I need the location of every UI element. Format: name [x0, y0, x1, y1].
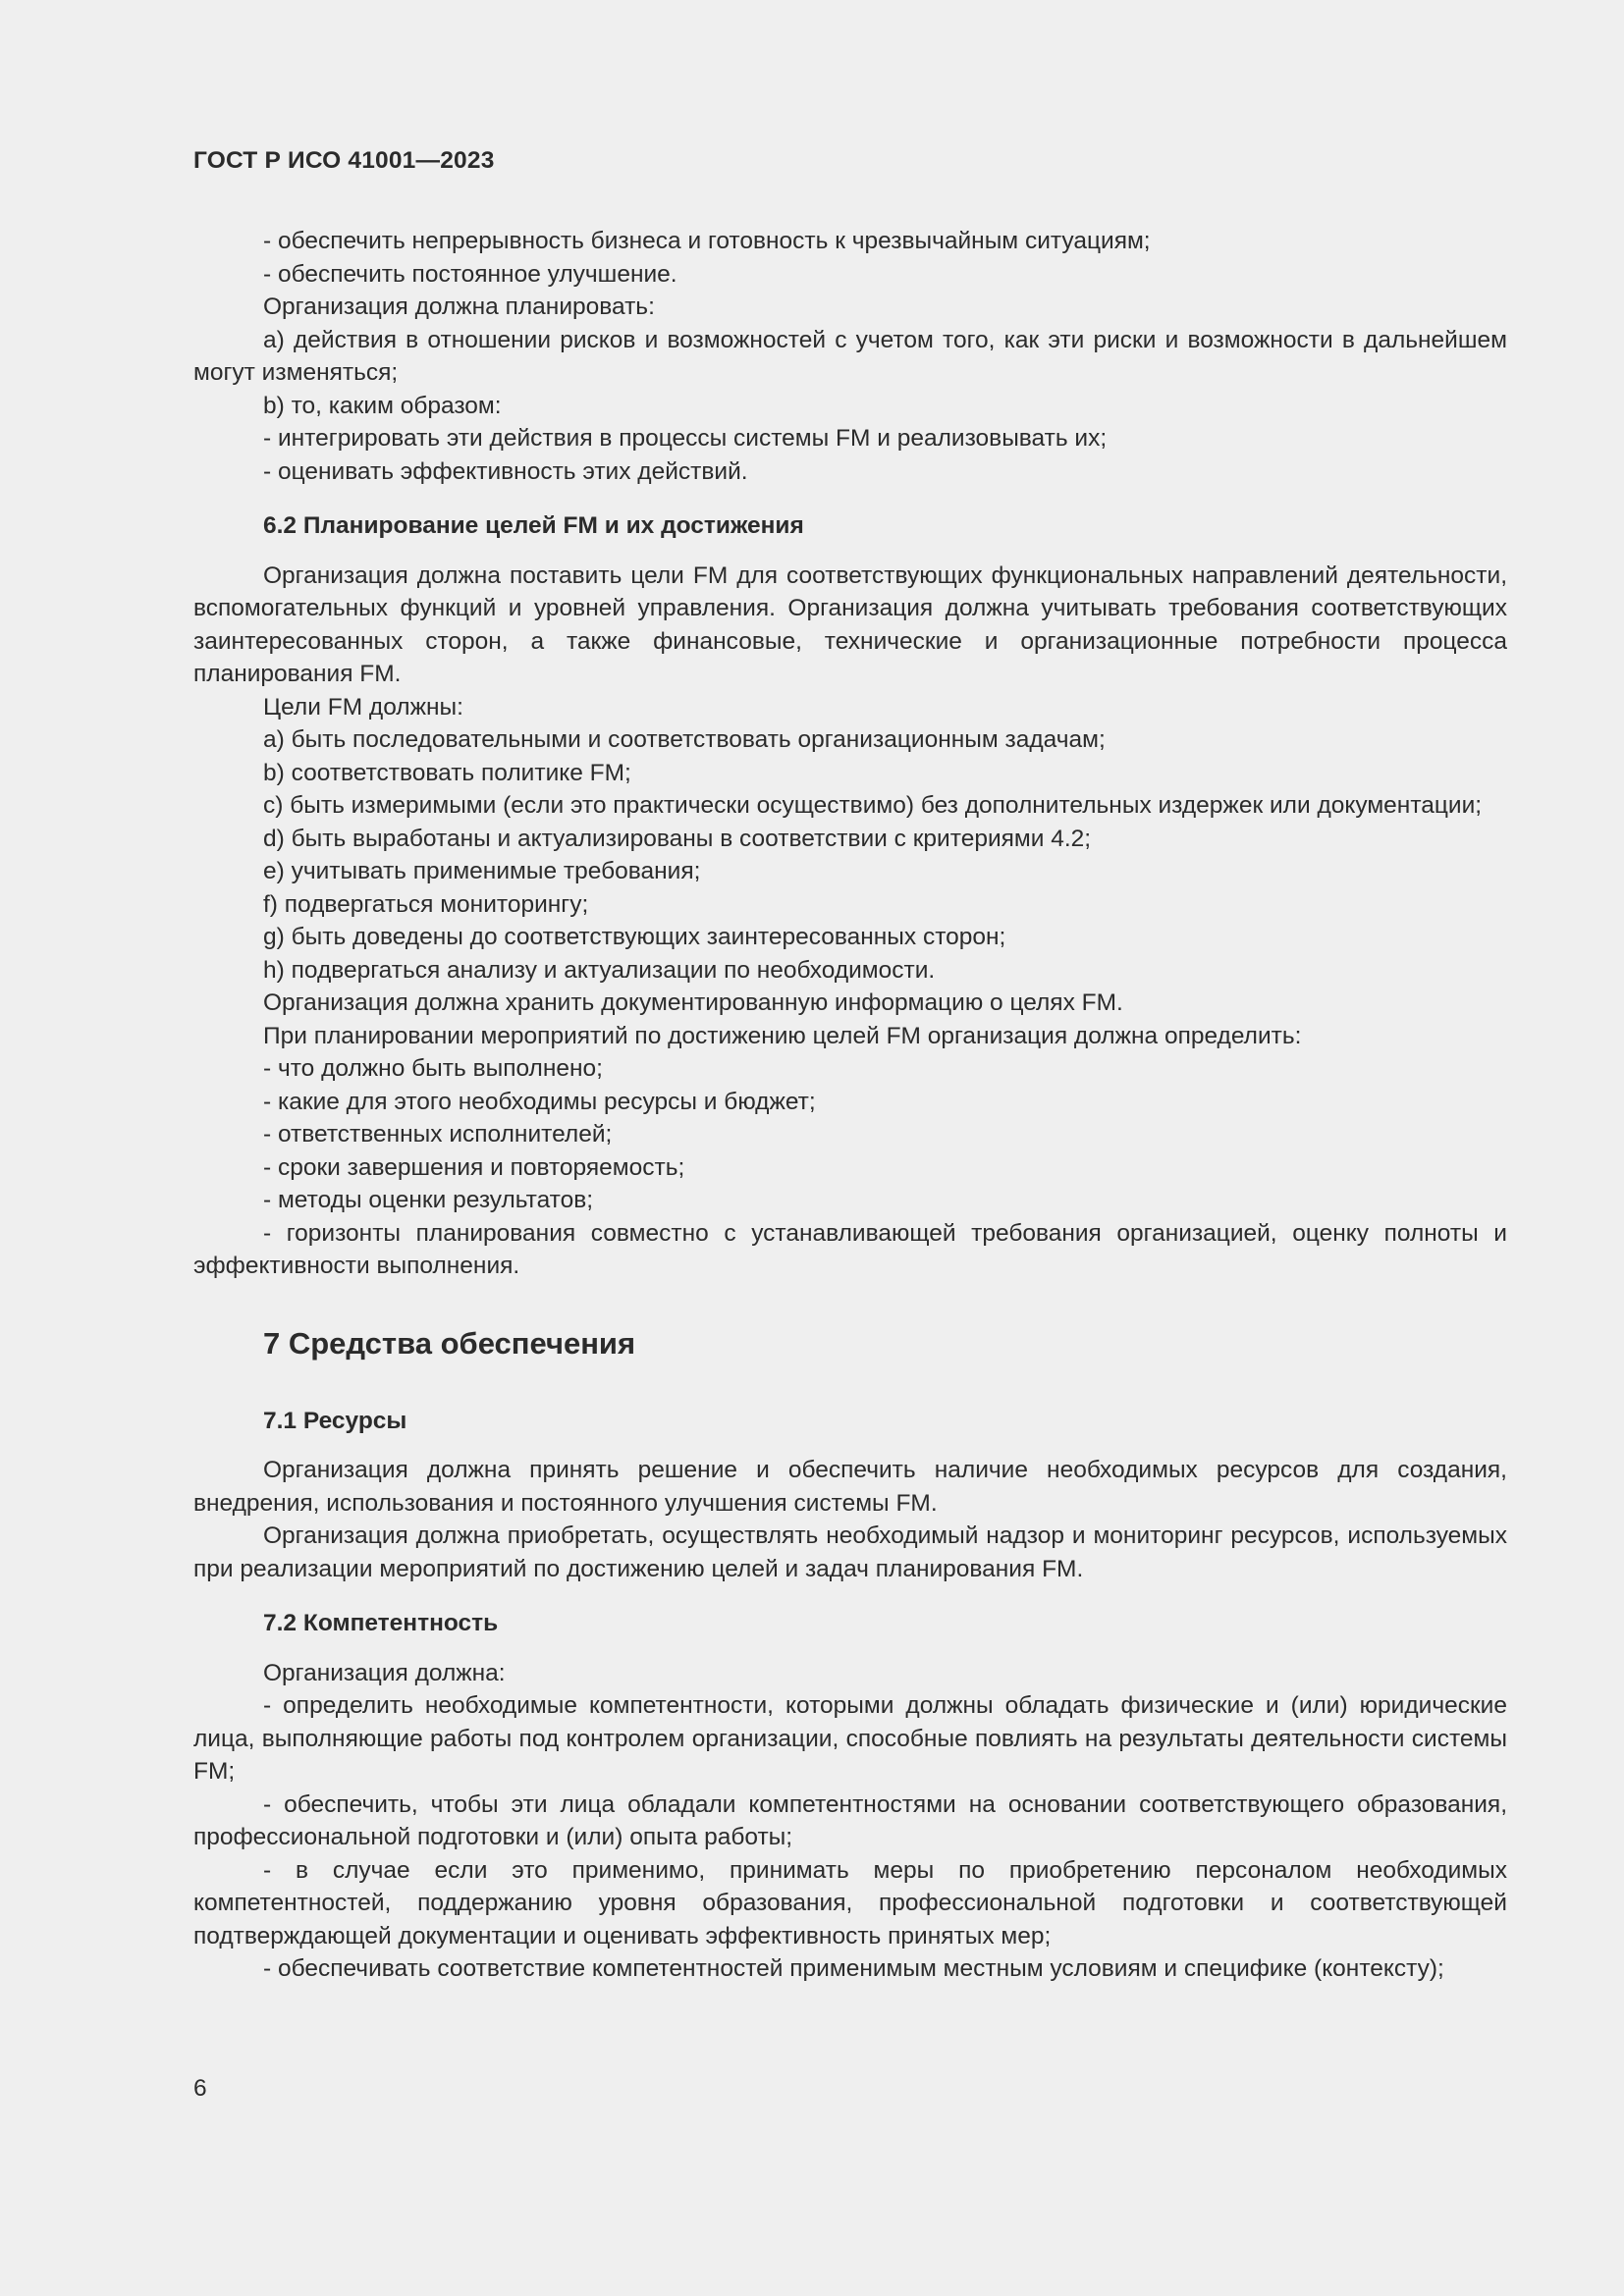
paragraph: - сроки завершения и повторяемость;: [263, 1153, 685, 1181]
paragraph: - обеспечить непрерывность бизнеса и готовность к чрезвычайным ситуациям;: [263, 228, 1151, 254]
paragraph: - интегрировать эти действия в процессы системы FM и реализовывать их;: [263, 425, 1108, 452]
page-content: [193, 225, 1507, 1986]
paragraph: e) учитывать применимые требования;: [263, 858, 701, 884]
paragraph: - обеспечить, чтобы эти лица обладали компетентностями на основании соответствующего образования, профессиональной подготовки и (или) опыта работы;: [193, 1790, 1507, 1850]
paragraph: - какие для этого необходимы ресурсы и бюджет;: [263, 1088, 816, 1115]
paragraph: Организация должна хранить документированную информацию о целях FM.: [263, 989, 1123, 1016]
section-heading-7: 7 Средства обеспечения: [263, 1325, 636, 1361]
paragraph: Организация должна:: [263, 1659, 506, 1686]
paragraph: - в случае если это применимо, принимать меры по приобретению персоналом необходимых компетентностей, поддержанию уровня образования, профессиональной подготовки и соответствующей подтверждающей документации и оценивать эффективность принятых мер;: [193, 1856, 1507, 1949]
paragraph: h) подвергаться анализу и актуализации по необходимости.: [263, 956, 936, 984]
paragraph: a) быть последовательными и соответствовать организационным задачам;: [263, 726, 1106, 753]
paragraph: - ответственных исполнителей;: [263, 1121, 613, 1148]
section-heading-7-2: 7.2 Компетентность: [263, 1610, 499, 1636]
paragraph: d) быть выработаны и актуализированы в соответствии с критериями 4.2;: [263, 825, 1092, 852]
paragraph: f) подвергаться мониторингу;: [263, 890, 589, 918]
paragraph: - горизонты планирования совместно с устанавливающей требования организацией, оценку полноты и эффективности выполнения.: [193, 1219, 1507, 1279]
paragraph: b) соответствовать политике FM;: [263, 759, 631, 786]
paragraph: При планировании мероприятий по достижению целей FM организация должна определить:: [263, 1022, 1302, 1049]
paragraph: - что должно быть выполнено;: [263, 1055, 603, 1082]
page-number: 6: [193, 2075, 207, 2102]
paragraph: Организация должна планировать:: [263, 294, 655, 320]
paragraph: - обеспечить постоянное улучшение.: [263, 260, 677, 288]
paragraph: Организация должна поставить цели FM для соответствующих функциональных направлений деятельности, вспомогательных функций и уровней управления. Организация должна учитывать требования соответствующих заинтересованных сторон, а также финансовые, технические и организационные потребности процесса планирования FM.: [193, 561, 1507, 687]
paragraph: Организация должна приобретать, осуществлять необходимый надзор и мониторинг ресурсов, используемых при реализации мероприятий по достижению целей и задач планирования FM.: [193, 1522, 1507, 1582]
paragraph: Цели FM должны:: [263, 693, 463, 721]
paragraph: - обеспечивать соответствие компетентностей применимым местным условиям и специфике (контексту);: [263, 1955, 1444, 1982]
paragraph: Организация должна принять решение и обеспечить наличие необходимых ресурсов для создания, внедрения, использования и постоянного улучшения системы FM.: [193, 1457, 1507, 1517]
paragraph: g) быть доведены до соответствующих заинтересованных сторон;: [263, 924, 1006, 950]
paragraph: c) быть измеримыми (если это практически осуществимо) без дополнительных издержек или документации;: [263, 792, 1483, 819]
paragraph: - определить необходимые компетентности, которыми должны обладать физические и (или) юридические лица, выполняющие работы под контролем организации, способные повлиять на результаты деятельности системы FM;: [193, 1692, 1507, 1785]
running-header: ГОСТ Р ИСО 41001—2023: [193, 147, 495, 174]
section-heading-6-2: 6.2 Планирование целей FM и их достижения: [263, 512, 804, 539]
paragraph: a) действия в отношении рисков и возможностей с учетом того, как эти риски и возможности в дальнейшем могут изменяться;: [193, 326, 1507, 386]
paragraph: b) то, каким образом:: [263, 392, 502, 419]
paragraph: - оценивать эффективность этих действий.: [263, 457, 748, 485]
section-heading-7-1: 7.1 Ресурсы: [263, 1407, 407, 1434]
paragraph: - методы оценки результатов;: [263, 1187, 594, 1213]
